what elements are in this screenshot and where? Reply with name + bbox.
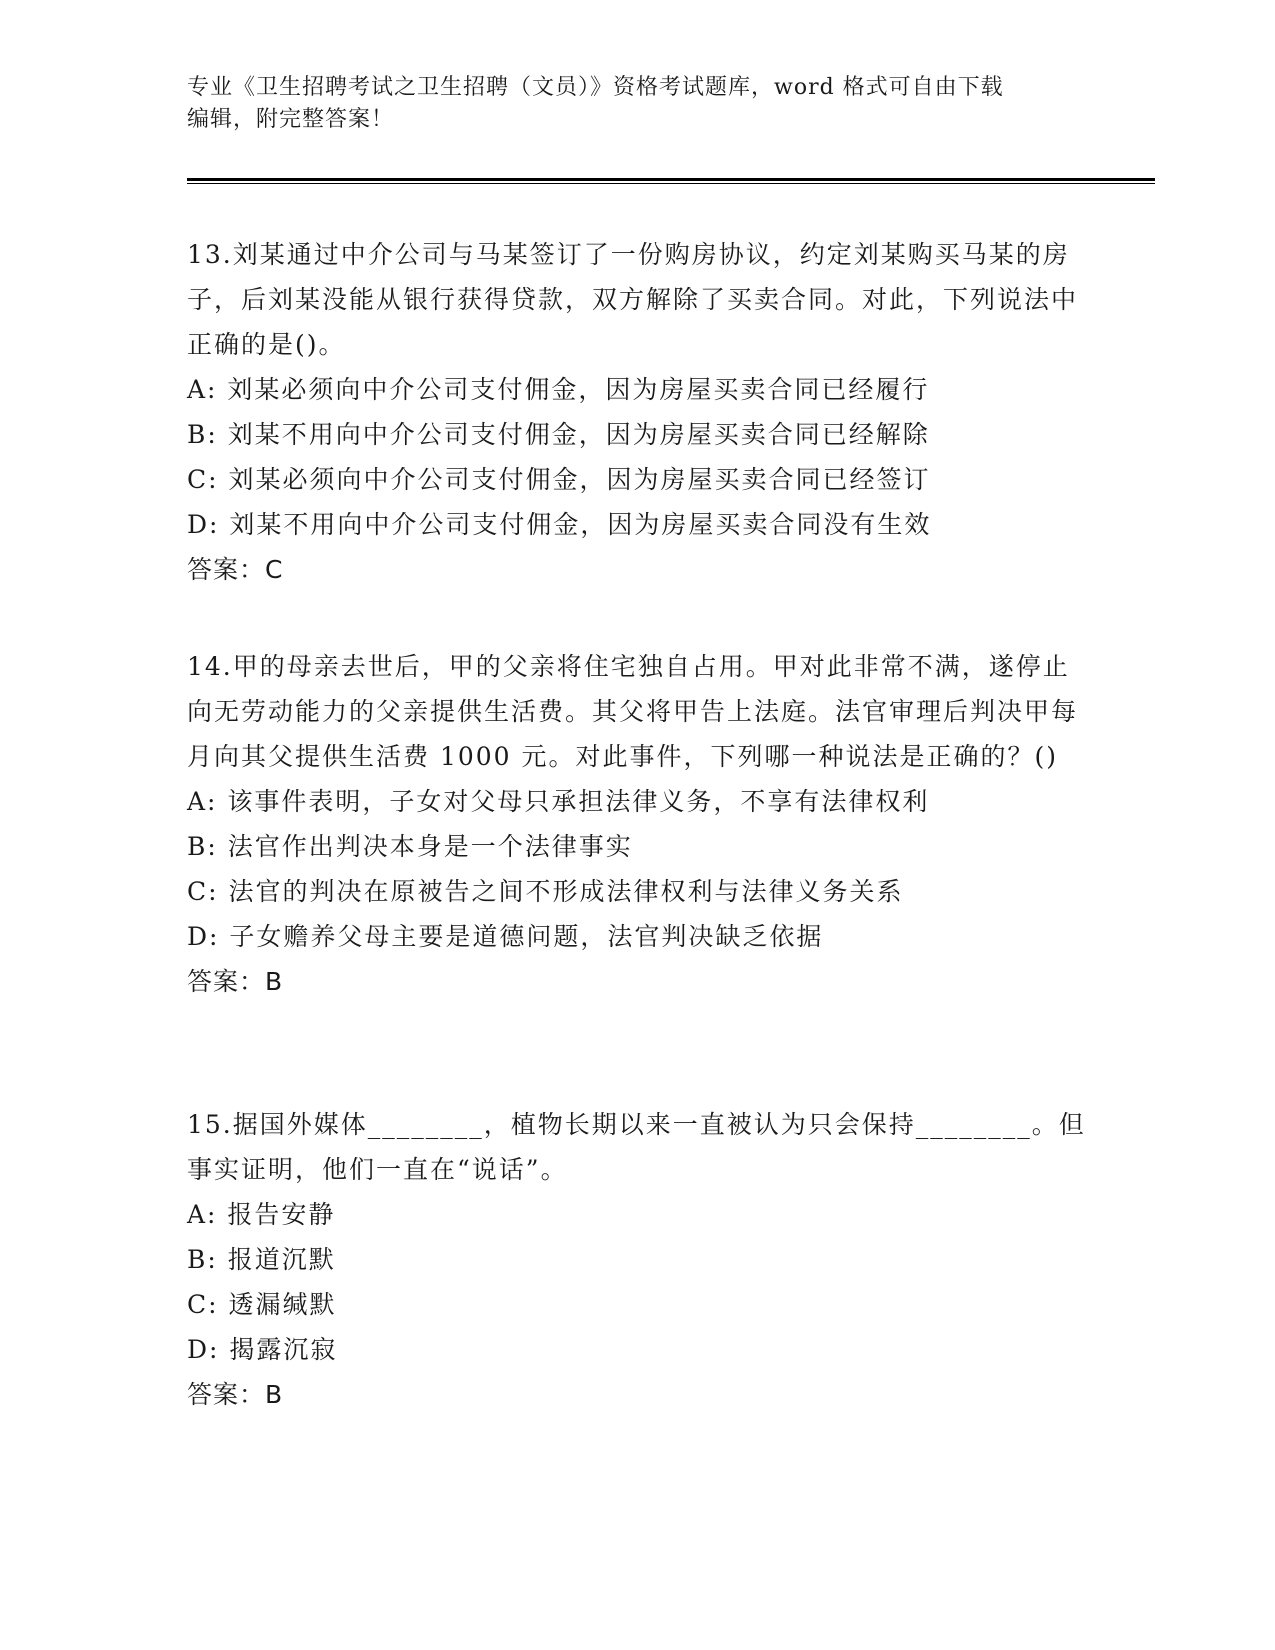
question-number: 13. <box>187 240 233 269</box>
question-text: 甲的母亲去世后，甲的父亲将住宅独自占用。甲对此非常不满，遂停止向无劳动能力的父亲提供生活费。其父将甲告上法庭。法官审理后判决甲每月向其父提供生活费 1000 元。对此事件，下列哪一种说法是正确的？() <box>187 652 1079 771</box>
answer-line: 答案：B <box>187 967 284 996</box>
header-divider <box>187 178 1155 181</box>
option-d: D: 子女赡养父母主要是道德问题，法官判决缺乏依据 <box>187 922 824 951</box>
question-stem <box>187 1102 1087 1192</box>
question-stem <box>187 232 1087 367</box>
option-c: C: 透漏缄默 <box>187 1290 337 1319</box>
question-stem <box>187 644 1087 779</box>
option-c: C: 刘某必须向中介公司支付佣金，因为房屋买卖合同已经签订 <box>187 465 931 494</box>
option-d: D: 揭露沉寂 <box>187 1335 338 1364</box>
question-text: 刘某通过中介公司与马某签订了一份购房协议，约定刘某购买马某的房子，后刘某没能从银行获得贷款，双方解除了买卖合同。对此，下列说法中正确的是()。 <box>187 240 1079 359</box>
option-d: D: 刘某不用向中介公司支付佣金，因为房屋买卖合同没有生效 <box>187 510 932 539</box>
header-divider-thin <box>187 183 1155 184</box>
question-15 <box>187 1102 1087 1417</box>
answer-line: 答案：B <box>187 1380 284 1409</box>
answer-line: 答案：C <box>187 555 284 584</box>
option-a: A: 报告安静 <box>187 1200 336 1229</box>
option-b: B: 报道沉默 <box>187 1245 336 1274</box>
option-c: C: 法官的判决在原被告之间不形成法律权利与法律义务关系 <box>187 877 904 906</box>
document-header <box>187 72 1087 136</box>
option-a: A: 该事件表明，子女对父母只承担法律义务，不享有法律权利 <box>187 787 930 816</box>
question-13 <box>187 232 1087 592</box>
question-text: 据国外媒体________，植物长期以来一直被认为只会保持________。但事实证明，他们一直在“说话”。 <box>187 1110 1086 1184</box>
option-b: B: 法官作出判决本身是一个法律事实 <box>187 832 633 861</box>
question-14 <box>187 644 1087 1004</box>
option-b: B: 刘某不用向中介公司支付佣金，因为房屋买卖合同已经解除 <box>187 420 930 449</box>
question-number: 15. <box>187 1110 233 1139</box>
option-a: A: 刘某必须向中介公司支付佣金，因为房屋买卖合同已经履行 <box>187 375 930 404</box>
header-line-1: 专业《卫生招聘考试之卫生招聘（文员）》资格考试题库，word 格式可自由下载 <box>187 75 1004 100</box>
header-line-2: 编辑，附完整答案！ <box>187 107 395 132</box>
question-number: 14. <box>187 652 233 681</box>
